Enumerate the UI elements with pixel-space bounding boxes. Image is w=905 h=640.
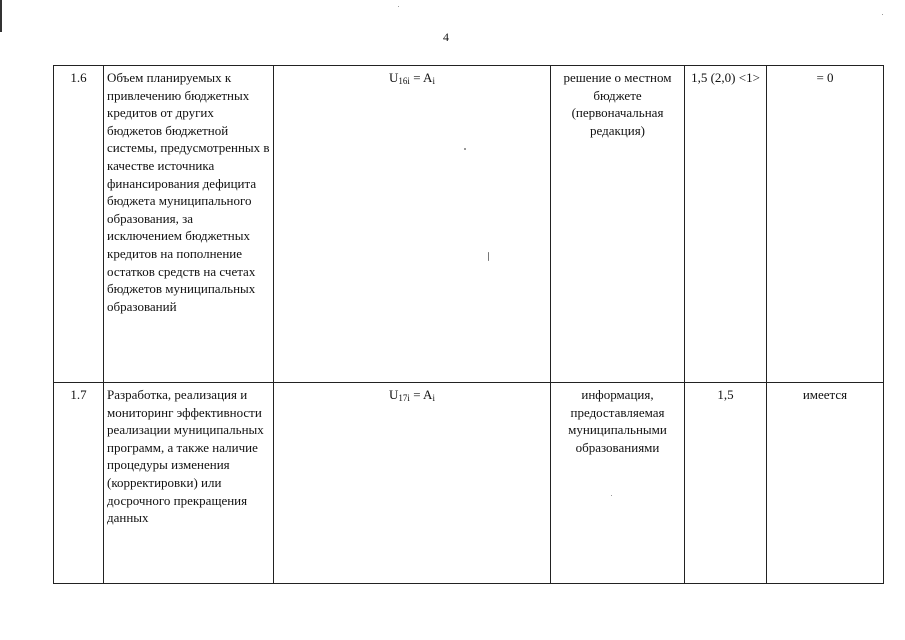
- scan-speck: [464, 148, 466, 150]
- row-number: 1.6: [54, 66, 104, 383]
- target-value: = 0: [767, 66, 884, 383]
- data-source: информация, предоставляемая муниципальными образованиями: [551, 383, 685, 584]
- formula-expression: $U_{16i} = A_i$: [389, 70, 435, 86]
- scan-speck: [488, 252, 489, 261]
- indicator-name: Разработка, реализация и мониторинг эффективности реализации муниципальных программ, а также наличие процедуры изменения (корректировки) или досрочного прекращения данных: [104, 383, 274, 584]
- indicator-formula: [274, 383, 551, 584]
- page-number: 4: [443, 30, 449, 44]
- data-source: решение о местном бюджете (первоначальная редакция): [551, 66, 685, 383]
- table-row: [54, 66, 884, 383]
- indicator-name: Объем планируемых к привлечению бюджетных кредитов от других бюджетов бюджетной системы, предусмотренных в качестве источника финансирования дефицита бюджета муниципального образования, за исключением бюджетных кредитов на пополнение остатков средств на счетах бюджетов муниципальных образований: [104, 66, 274, 383]
- row-number: 1.7: [54, 383, 104, 584]
- table-row: [54, 383, 884, 584]
- scan-speck: [611, 495, 612, 496]
- weight-coefficient: 1,5: [685, 383, 767, 584]
- scan-speck: [882, 14, 883, 15]
- page-edge-mark: [0, 0, 2, 32]
- formula-expression: $U_{17i} = A_i$: [389, 387, 435, 403]
- indicator-table: [53, 65, 884, 584]
- scan-speck: [398, 6, 399, 7]
- weight-coefficient: 1,5 (2,0) <1>: [685, 66, 767, 383]
- indicator-formula: [274, 66, 551, 383]
- target-value: имеется: [767, 383, 884, 584]
